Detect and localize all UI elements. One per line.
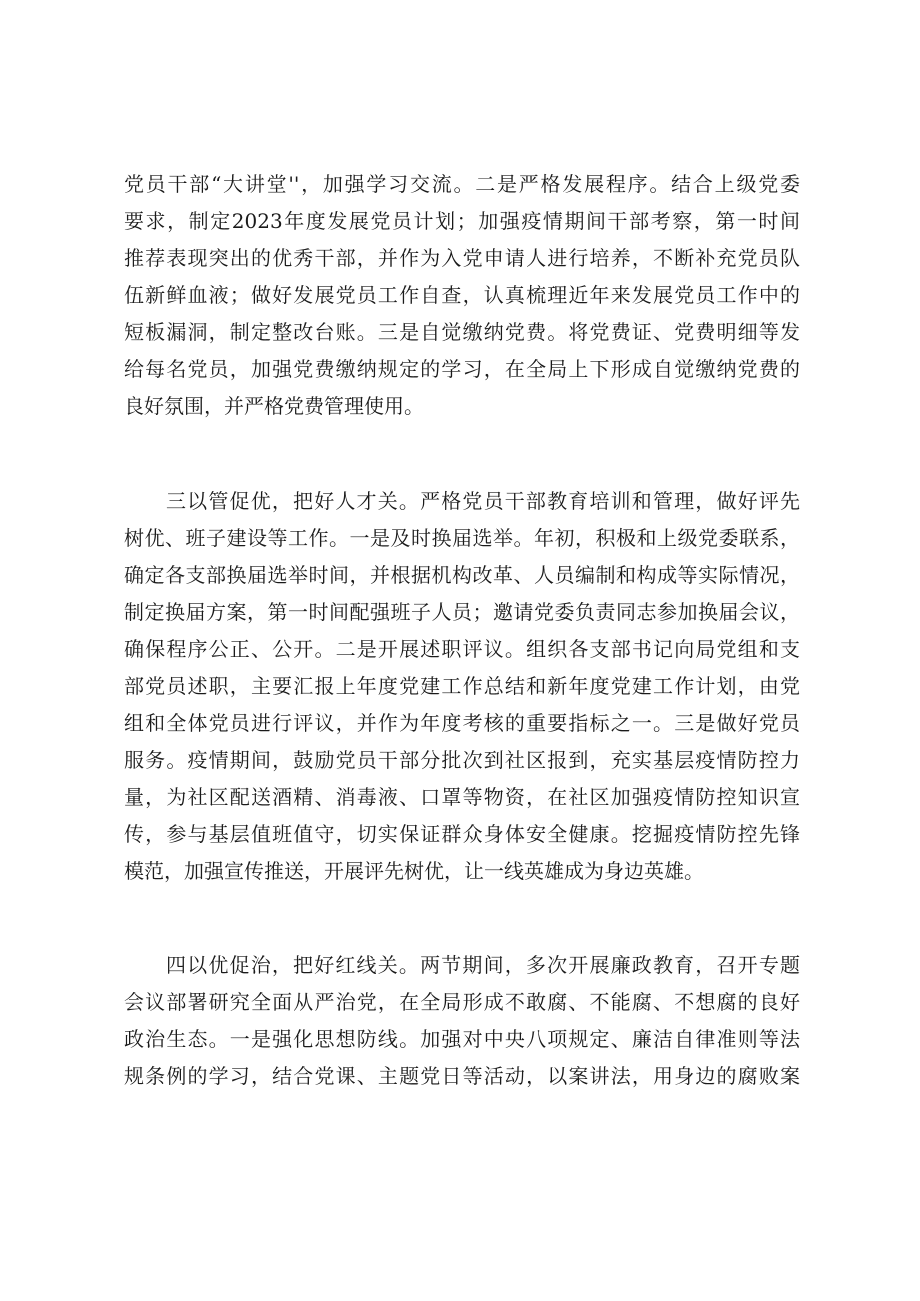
- paragraph-line: 良好氛围，并严格党费管理使用。: [124, 394, 424, 418]
- paragraph-party-development: [124, 166, 800, 425]
- paragraph-line: 短板漏洞，制定整改台账。三是自觉缴纳党费。将党费证、党费明细等发: [124, 320, 800, 344]
- paragraph-line: 政治生态。一是强化思想防线。加强对中央八项规定、廉洁自律准则等法: [124, 1027, 800, 1051]
- paragraph-line: 会议部署研究全面从严治党，在全局形成不敢腐、不能腐、不想腐的良好: [124, 990, 800, 1014]
- paragraph-line: 树优、班子建设等工作。一是及时换届选举。年初，积极和上级党委联系，: [124, 526, 800, 550]
- paragraph-line: 服务。疫情期间，鼓励党员干部分批次到社区报到，充实基层疫情防控力: [124, 748, 800, 772]
- paragraph-line: 规条例的学习，结合党课、主题党日等活动，以案讲法，用身边的腐败案: [124, 1064, 800, 1088]
- paragraph-line: 确保程序公正、公开。二是开展述职评议。组织各支部书记向局党组和支: [124, 637, 800, 661]
- paragraph-line: 伍新鲜血液；做好发展党员工作自查，认真梳理近年来发展党员工作中的: [124, 283, 800, 307]
- paragraph-line: 模范，加强宣传推送，开展评先树优，让一线英雄成为身边英雄。: [124, 859, 704, 883]
- paragraph-line: 量，为社区配送酒精、消毒液、口罩等物资，在社区加强疫情防控知识宣: [124, 785, 800, 809]
- paragraph-line: 确定各支部换届选举时间，并根据机构改革、人员编制和构成等实际情况，: [124, 563, 800, 587]
- paragraph-integrity-redline: [124, 947, 800, 1095]
- paragraph-line: 组和全体党员进行评议，并作为年度考核的重要指标之一。三是做好党员: [124, 711, 800, 735]
- paragraph-line: 三以管促优，把好人才关。严格党员干部教育培训和管理，做好评先: [166, 489, 800, 513]
- paragraph-line: 四以优促治，把好红线关。两节期间，多次开展廉政教育，召开专题: [166, 953, 800, 977]
- paragraph-line: 要求，制定2023年度发展党员计划；加强疫情期间干部考察，第一时间: [124, 209, 800, 233]
- paragraph-line: 给每名党员，加强党费缴纳规定的学习，在全局上下形成自觉缴纳党费的: [124, 357, 800, 381]
- paragraph-line: 推荐表现突出的优秀干部，并作为入党申请人进行培养，不断补充党员队: [124, 246, 800, 270]
- paragraph-line: 传，参与基层值班值守，切实保证群众身体安全健康。挖掘疫情防控先锋: [124, 822, 800, 846]
- paragraph-line: 制定换届方案，第一时间配强班子人员；邀请党委负责同志参加换届会议，: [124, 600, 800, 624]
- paragraph-talent-management: [124, 483, 800, 890]
- paragraph-line: 部党员述职，主要汇报上年度党建工作总结和新年度党建工作计划，由党: [124, 674, 800, 698]
- paragraph-line: 党员干部“大讲堂''，加强学习交流。二是严格发展程序。结合上级党委: [124, 172, 800, 196]
